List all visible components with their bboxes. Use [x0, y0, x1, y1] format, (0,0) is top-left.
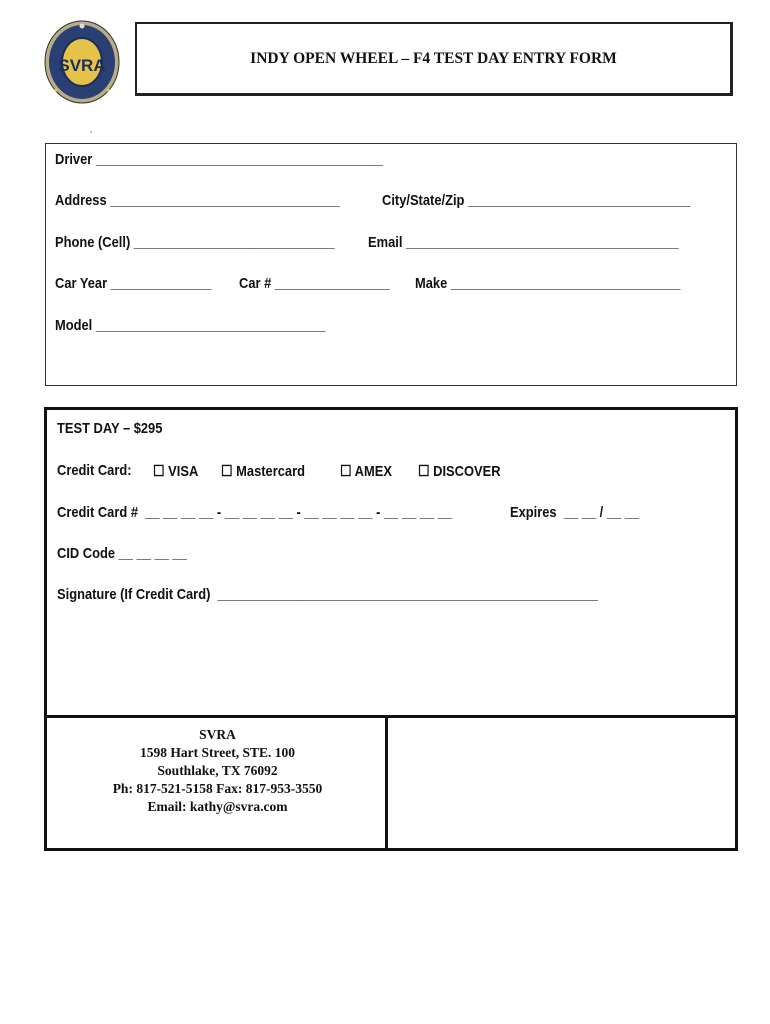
- contact-org: SVRA: [199, 727, 236, 742]
- phone-field[interactable]: Phone (Cell) ____________________________: [55, 234, 335, 251]
- title-box: [135, 22, 733, 96]
- credit-card-number-field[interactable]: Credit Card # __ __ __ __ - __ __ __ __ - __ __ __ __ - __ __ __ __: [57, 504, 453, 521]
- car-year-field[interactable]: Car Year ______________: [55, 275, 212, 292]
- city-state-zip-field[interactable]: City/State/Zip _______________________________: [382, 192, 691, 209]
- car-number-field[interactable]: Car # ________________: [239, 275, 390, 292]
- model-field[interactable]: Model ________________________________: [55, 317, 326, 334]
- contact-block: [50, 726, 385, 816]
- checkbox-icon: ☐: [153, 463, 165, 480]
- visa-checkbox[interactable]: [153, 462, 198, 480]
- section-divider: [47, 715, 735, 718]
- signature-field[interactable]: Signature (If Credit Card) _____________________________________________________: [57, 586, 598, 603]
- logo-text: SVRA: [58, 56, 106, 75]
- contact-city: Southlake, TX 76092: [157, 763, 278, 778]
- driver-field[interactable]: Driver ________________________________________: [55, 151, 383, 168]
- cid-code-field[interactable]: CID Code __ __ __ __: [57, 545, 187, 562]
- make-field[interactable]: Make ________________________________: [415, 275, 681, 292]
- discover-checkbox[interactable]: [418, 462, 501, 480]
- checkbox-icon: ☐: [221, 463, 233, 480]
- visa-label: VISA: [168, 463, 199, 480]
- stray-mark: [90, 131, 92, 133]
- discover-label: DISCOVER: [433, 463, 501, 480]
- email-field[interactable]: Email ______________________________________: [368, 234, 679, 251]
- amex-checkbox[interactable]: [340, 462, 392, 480]
- driver-info-section: [45, 143, 737, 386]
- credit-card-label: Credit Card:: [57, 462, 132, 479]
- checkbox-icon: ☐: [418, 463, 430, 480]
- contact-email: Email: kathy@svra.com: [147, 799, 288, 814]
- payment-section: [44, 407, 738, 851]
- expires-field[interactable]: Expires __ __ / __ __: [510, 504, 640, 521]
- checkbox-icon: ☐: [340, 463, 352, 480]
- svra-logo: [44, 20, 120, 104]
- mastercard-checkbox[interactable]: [221, 462, 305, 480]
- column-divider: [385, 715, 388, 848]
- mastercard-label: Mastercard: [236, 463, 305, 480]
- contact-street: 1598 Hart Street, STE. 100: [140, 745, 295, 760]
- address-field[interactable]: Address ________________________________: [55, 192, 340, 209]
- amex-label: AMEX: [354, 463, 392, 480]
- test-day-price: TEST DAY – $295: [57, 420, 163, 437]
- form-title: INDY OPEN WHEEL – F4 TEST DAY ENTRY FORM: [250, 49, 617, 67]
- contact-phone-fax: Ph: 817-521-5158 Fax: 817-953-3550: [112, 781, 323, 796]
